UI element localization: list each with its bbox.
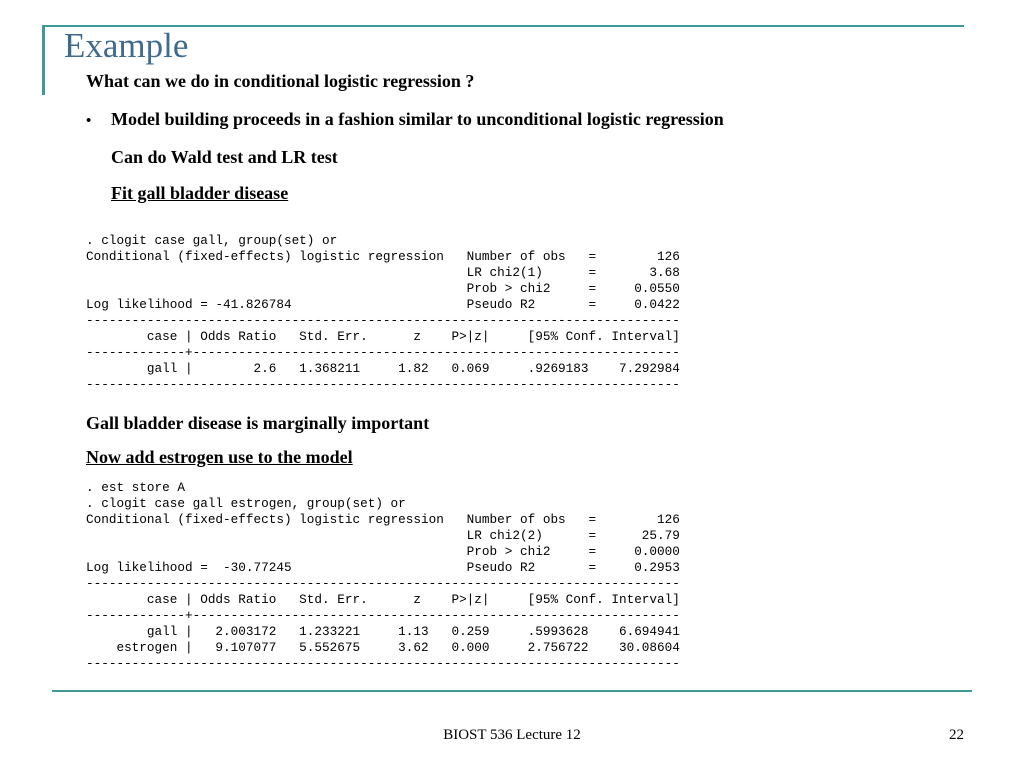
output-line: . est store A (86, 480, 185, 495)
stata-output-2 (86, 480, 680, 672)
output-line: LR chi2(2) = 25.79 (86, 528, 680, 543)
sub-point-fit-gall: Fit gall bladder disease (111, 183, 289, 203)
output-line: Conditional (fixed-effects) logistic regression Number of obs = 126 (86, 512, 680, 527)
comment-text: Gall bladder disease is marginally important (86, 413, 430, 433)
output-line: ------------------------------------------------------------------------------ (86, 656, 680, 671)
next-step-text: Now add estrogen use to the model (86, 447, 353, 467)
output-line: ------------------------------------------------------------------------------ (86, 377, 680, 392)
left-accent-rule (42, 25, 45, 95)
bullet-icon: • (86, 113, 92, 129)
output-line: -------------+---------------------------------------------------------------- (86, 345, 680, 360)
output-line: Prob > chi2 = 0.0550 (86, 281, 680, 296)
output-line: case | Odds Ratio Std. Err. z P>|z| [95% Conf. Interval] (86, 592, 680, 607)
output-line: gall | 2.003172 1.233221 1.13 0.259 .5993628 6.694941 (86, 624, 680, 639)
output-line: Prob > chi2 = 0.0000 (86, 544, 680, 559)
output-line: Log likelihood = -30.77245 Pseudo R2 = 0.2953 (86, 560, 680, 575)
output-line: estrogen | 9.107077 5.552675 3.62 0.000 2.756722 30.08604 (86, 640, 680, 655)
output-line: case | Odds Ratio Std. Err. z P>|z| [95% Conf. Interval] (86, 329, 680, 344)
page-number: 22 (949, 727, 964, 743)
bullet-text: Model building proceeds in a fashion similar to unconditional logistic regression (111, 109, 724, 129)
output-line: Conditional (fixed-effects) logistic regression Number of obs = 126 (86, 249, 680, 264)
output-line: . clogit case gall, group(set) or (86, 233, 338, 248)
output-line: Log likelihood = -41.826784 Pseudo R2 = 0.0422 (86, 297, 680, 312)
output-line: . clogit case gall estrogen, group(set) or (86, 496, 406, 511)
footer-text: BIOST 536 Lecture 12 (443, 727, 581, 743)
question-text: What can we do in conditional logistic regression ? (86, 71, 475, 91)
output-line: gall | 2.6 1.368211 1.82 0.069 .9269183 7.292984 (86, 361, 680, 376)
bottom-rule (52, 690, 972, 692)
output-line: LR chi2(1) = 3.68 (86, 265, 680, 280)
stata-output-1 (86, 233, 680, 393)
output-line: ------------------------------------------------------------------------------ (86, 313, 680, 328)
output-line: ------------------------------------------------------------------------------ (86, 576, 680, 591)
slide-title: Example (64, 26, 189, 65)
output-line: -------------+---------------------------------------------------------------- (86, 608, 680, 623)
sub-point-wald-lr: Can do Wald test and LR test (111, 147, 338, 167)
